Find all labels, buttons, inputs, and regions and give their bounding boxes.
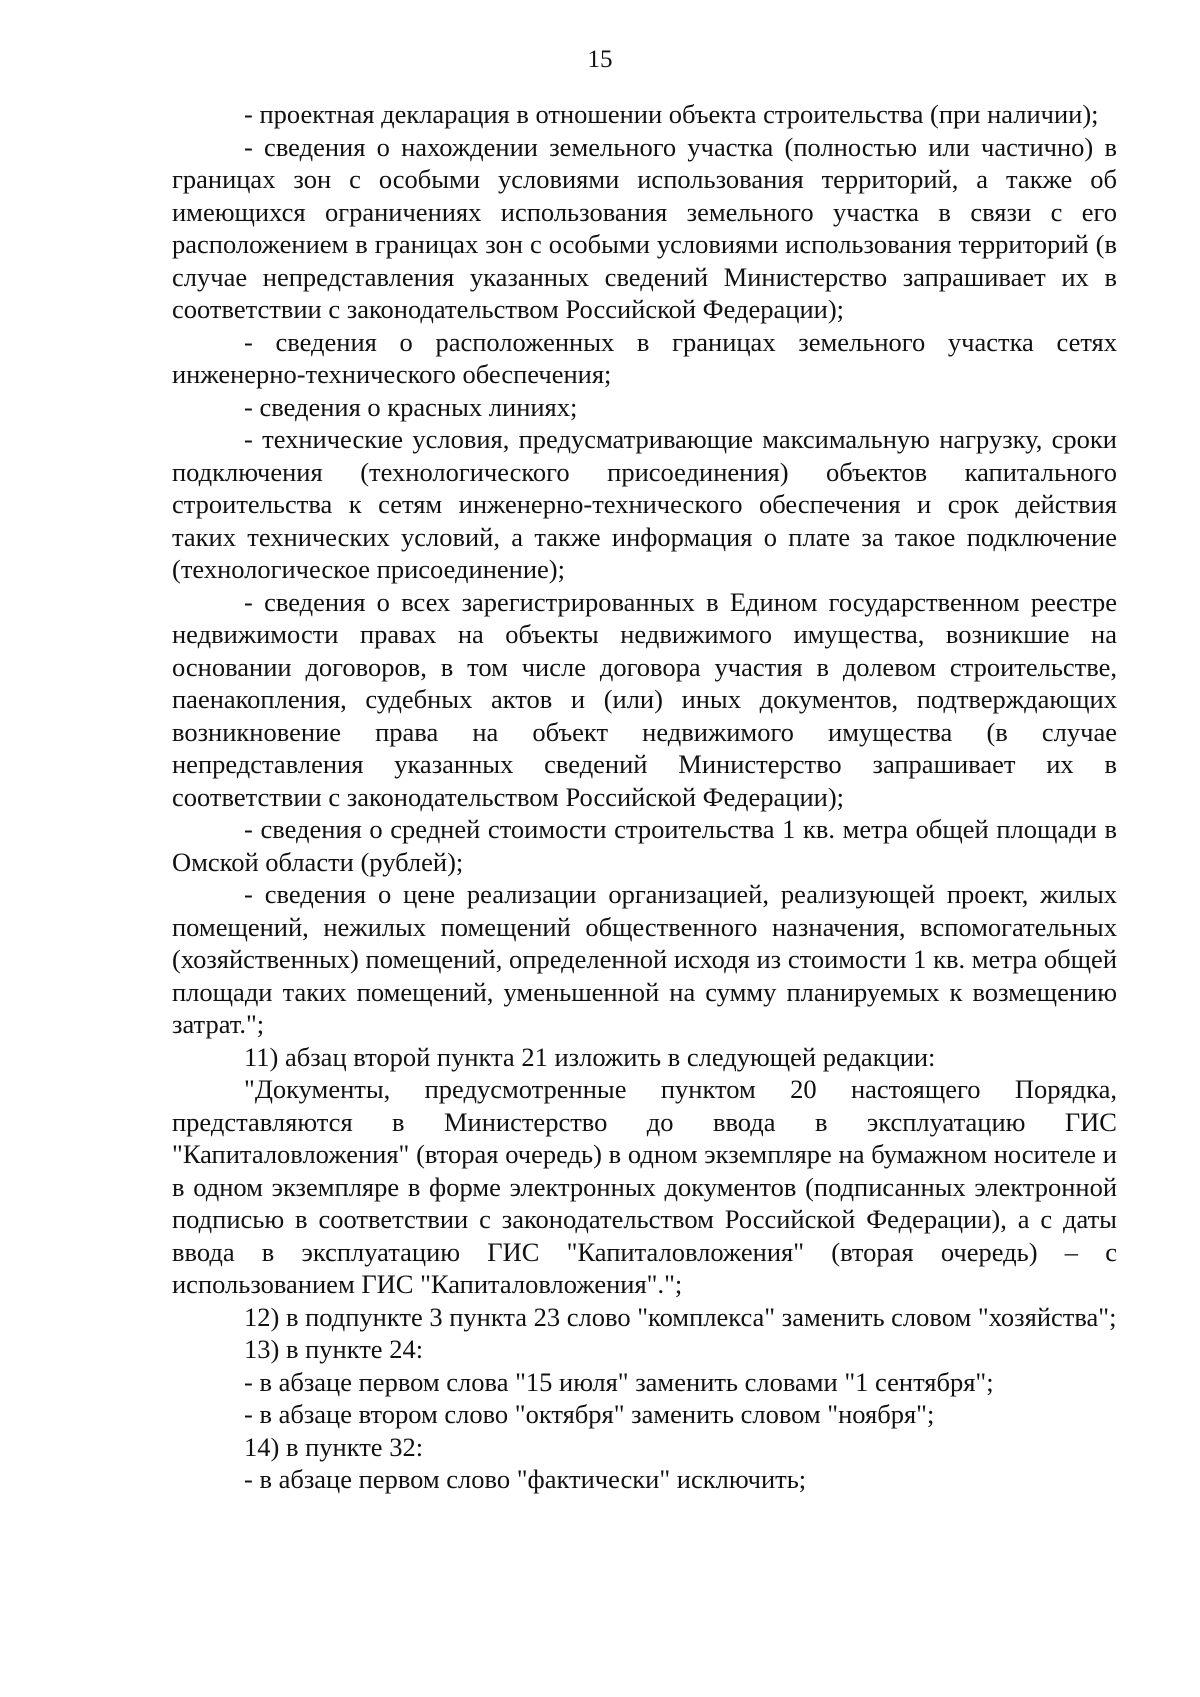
paragraph: 14) в пункте 32: [244, 1431, 424, 1462]
paragraph: - в абзаце первом слово "фактически" исключить; [244, 1464, 807, 1494]
paragraph: - технические условия, предусматривающие максимальную нагрузку, сроки подключения (технологического присоединения) объектов капитального строительства к сетям инженерно-технического обеспечения и срок действия таких технических условий, а также информация о плате за такое подключение (технологическое присоединение); [172, 424, 1117, 584]
paragraph: - сведения о расположенных в границах земельного участка сетях инженерно-технического обеспечения; [172, 326, 1117, 389]
paragraph: - сведения о всех зарегистрированных в Едином государственном реестре недвижимости правах на объекты недвижимого имущества, возникшие на основании договоров, в том числе договора участия в долевом строительстве, паенакопления, судебных актов и (или) иных документов, подтверждающих возникновение права на объект недвижимого имущества (в случае непредставления указанных сведений Министерство запрашивает их в соответствии с законодательством Российской Федерации); [172, 586, 1117, 812]
paragraph: - в абзаце втором слово "октября" заменить словом "ноября"; [244, 1399, 935, 1429]
paragraph: - сведения о цене реализации организацией, реализующей проект, жилых помещений, нежилых помещений общественного назначения, вспомогательных (хозяйственных) помещений, определенной исходя из стоимости 1 кв. метра общей площади таких помещений, уменьшенной на сумму планируемых к возмещению затрат."; [172, 879, 1117, 1039]
paragraph: - в абзаце первом слова "15 июля" заменить словами "1 сентября"; [244, 1366, 994, 1397]
paragraph: - проектная декларация в отношении объекта строительства (при наличии); [244, 99, 1099, 129]
document-body [172, 98, 1117, 1496]
paragraph: - сведения о средней стоимости строительства 1 кв. метра общей площади в Омской области (рублей); [172, 814, 1117, 877]
paragraph: "Документы, предусмотренные пунктом 20 настоящего Порядка, представляются в Министерство до ввода в эксплуатацию ГИС "Капиталовложения" (вторая очередь) в одном экземпляре на бумажном носителе и в одном экземпляре в форме электронных документов (подписанных электронной подписью в соответствии с законодательством Российской Федерации), а с даты ввода в эксплуатацию ГИС "Капиталовложения" (вторая очередь) – с использованием ГИС "Капиталовложения"."; [172, 1074, 1117, 1299]
paragraph: - сведения о красных линиях; [244, 391, 578, 422]
paragraph: 13) в пункте 24: [244, 1334, 424, 1364]
page-number: 15 [587, 46, 613, 73]
paragraph: 12) в подпункте 3 пункта 23 слово "комплекса" заменить словом "хозяйства"; [244, 1301, 1117, 1332]
paragraph: - сведения о нахождении земельного участка (полностью или частично) в границах зон с особыми условиями использования территорий, а также об имеющихся ограничениях использования земельного участка в связи с его расположением в границах зон с особыми условиями использования территорий (в случае непредставления указанных сведений Министерство запрашивает их в соответствии с законодательством Российской Федерации); [172, 131, 1117, 324]
paragraph: 11) абзац второй пункта 21 изложить в следующей редакции: [244, 1041, 936, 1072]
